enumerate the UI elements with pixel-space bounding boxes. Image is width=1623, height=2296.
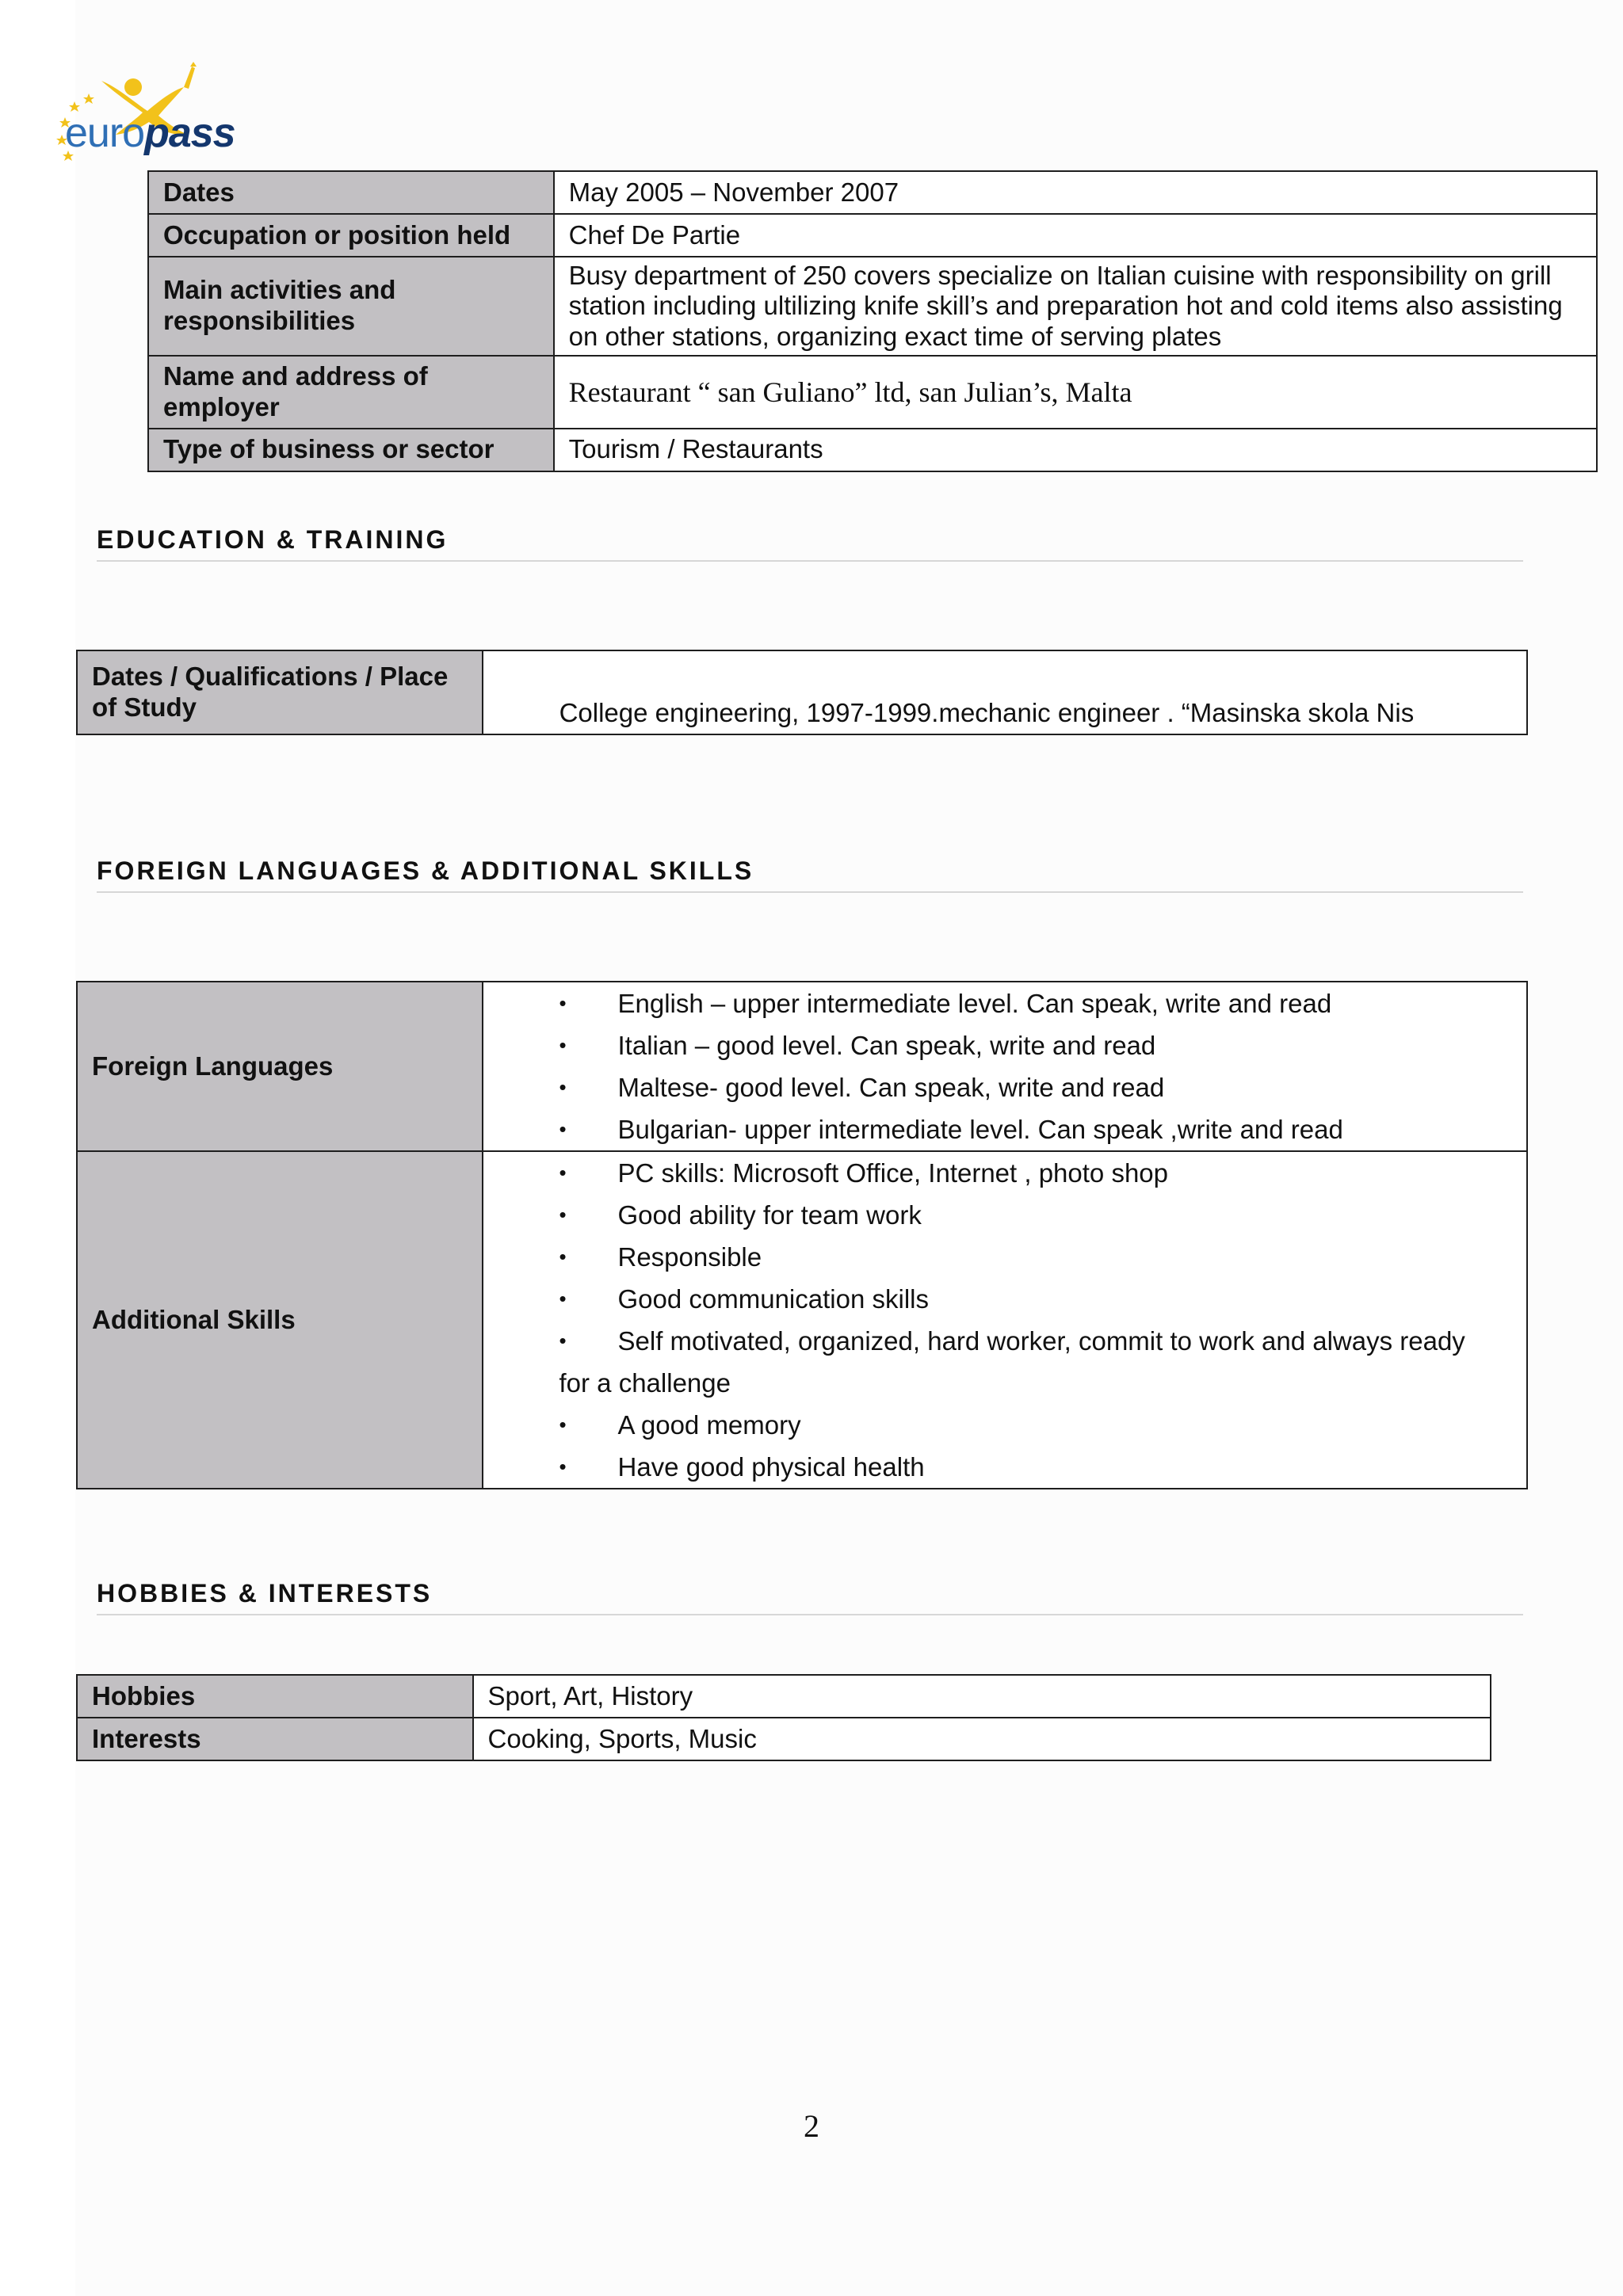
list-item: • Bulgarian- upper intermediate level. Can speak ,write and read <box>559 1108 1511 1150</box>
table-row <box>148 356 1597 429</box>
field-label: Dates / Qualifications / Place of Study <box>77 650 483 734</box>
list-item: • Self motivated, organized, hard worker, commit to work and always ready <box>559 1320 1511 1362</box>
field-value: Restaurant “ san Guliano” ltd, san Julian’s, Malta <box>554 356 1597 429</box>
field-label: Additional Skills <box>77 1151 483 1489</box>
list-item: • Have good physical health <box>559 1446 1511 1488</box>
list-item: • English – upper intermediate level. Can speak, write and read <box>559 982 1511 1024</box>
additional-skills-list <box>559 1152 1511 1488</box>
table-row <box>77 1675 1491 1718</box>
languages-list <box>559 982 1511 1150</box>
skills-table <box>76 981 1528 1489</box>
section-heading-education: EDUCATION & TRAINING <box>97 525 1523 555</box>
field-label: Hobbies <box>77 1675 473 1718</box>
additional-skills-cell <box>483 1151 1528 1489</box>
europass-wordmark: europass <box>65 110 235 156</box>
section-divider <box>97 891 1523 893</box>
list-item: • A good memory <box>559 1404 1511 1446</box>
section-heading-hobbies: HOBBIES & INTERESTS <box>97 1579 1523 1608</box>
list-item: • Good communication skills <box>559 1278 1511 1320</box>
field-label: Dates <box>148 171 554 214</box>
field-value: Cooking, Sports, Music <box>473 1718 1491 1760</box>
page-number: 2 <box>804 2108 819 2144</box>
field-value: Tourism / Restaurants <box>554 429 1597 471</box>
field-value: Chef De Partie <box>554 214 1597 257</box>
table-row <box>77 650 1527 734</box>
table-row <box>148 214 1597 257</box>
list-item: • Responsible <box>559 1236 1511 1278</box>
field-value: College engineering, 1997-1999.mechanic engineer . “Masinska skola Nis <box>483 650 1527 734</box>
table-row <box>148 257 1597 356</box>
list-item-continuation: for a challenge <box>559 1368 731 1398</box>
work-experience-table <box>147 170 1598 472</box>
list-item: • PC skills: Microsoft Office, Internet , photo shop <box>559 1152 1511 1194</box>
field-value: May 2005 – November 2007 <box>554 171 1597 214</box>
field-label: Interests <box>77 1718 473 1760</box>
languages-list-cell <box>483 982 1528 1151</box>
field-label: Name and address of employer <box>148 356 554 429</box>
table-row <box>148 171 1597 214</box>
list-item: • Maltese- good level. Can speak, write and read <box>559 1066 1511 1108</box>
field-value: Busy department of 250 covers specialize on Italian cuisine with responsibility on grill station including ultilizing knife skill’s and preparation hot and cold items also assisting on other stations, organizing exact time of serving plates <box>554 257 1597 356</box>
section-heading-skills: FOREIGN LANGUAGES & ADDITIONAL SKILLS <box>97 856 1523 886</box>
field-label: Occupation or position held <box>148 214 554 257</box>
table-row <box>77 1151 1527 1489</box>
list-item: • Italian – good level. Can speak, write and read <box>559 1024 1511 1066</box>
table-row <box>77 982 1527 1151</box>
education-table <box>76 650 1528 735</box>
field-label: Main activities and responsibilities <box>148 257 554 356</box>
field-label: Type of business or sector <box>148 429 554 471</box>
field-label: Foreign Languages <box>77 982 483 1151</box>
field-value: Sport, Art, History <box>473 1675 1491 1718</box>
table-row <box>77 1718 1491 1760</box>
section-divider <box>97 1614 1523 1615</box>
table-row <box>148 429 1597 471</box>
section-divider <box>97 560 1523 562</box>
hobbies-table <box>76 1674 1491 1761</box>
list-item: • Good ability for team work <box>559 1194 1511 1236</box>
